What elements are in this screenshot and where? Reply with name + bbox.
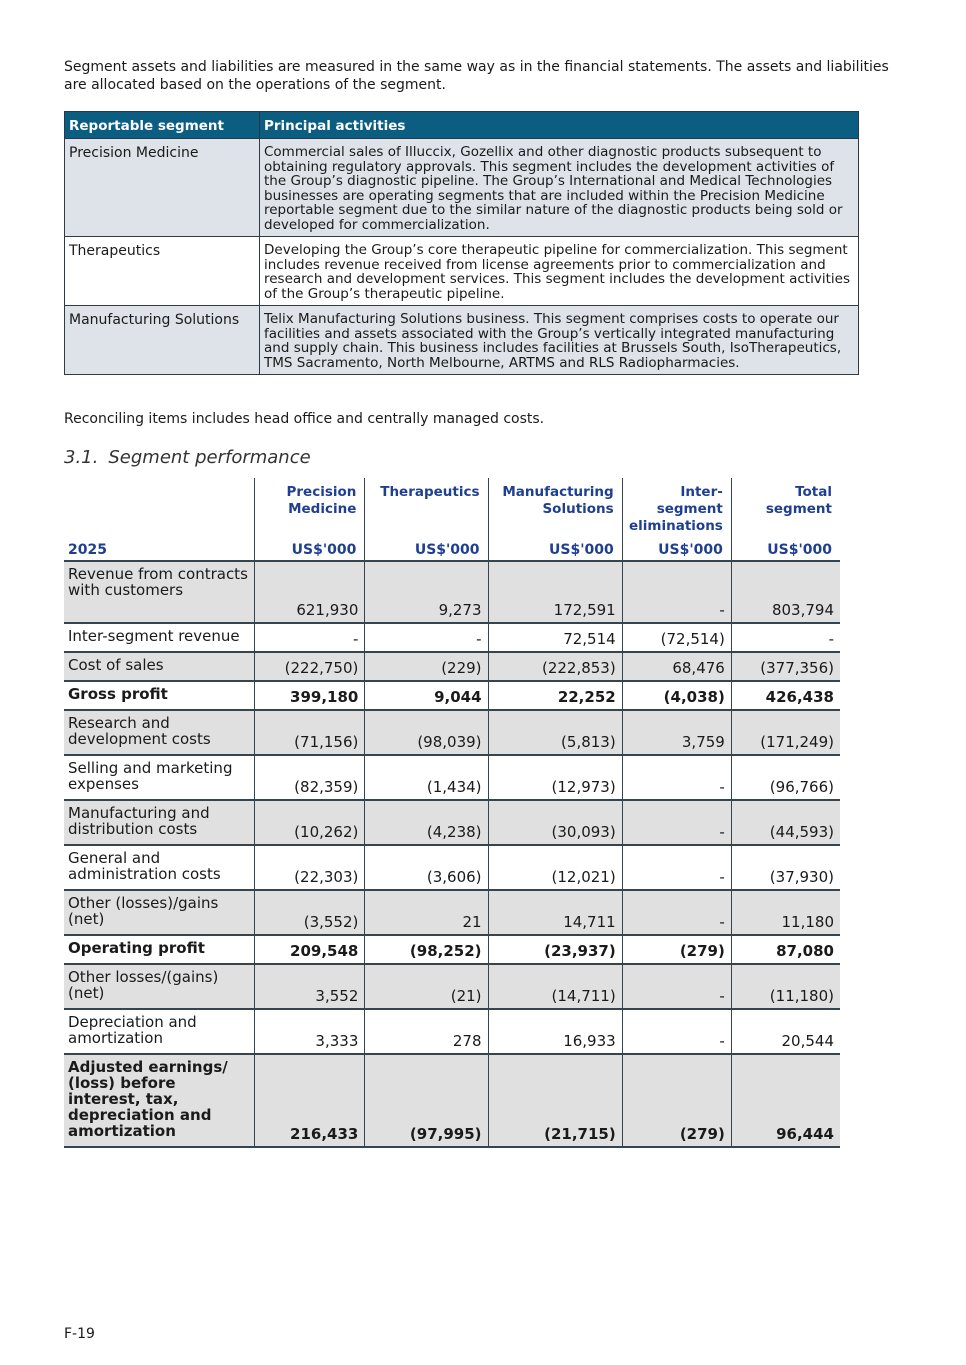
segment-name: Precision Medicine — [65, 139, 260, 237]
section-number: 3.1. — [64, 447, 99, 468]
cell-total-segment: 87,080 — [731, 935, 840, 964]
cell-inter-segment-eliminations: 68,476 — [622, 652, 731, 681]
segment-row — [65, 237, 859, 306]
cell-total-segment: (37,930) — [731, 845, 840, 890]
cell-inter-segment-eliminations: - — [622, 1009, 731, 1054]
performance-row — [64, 890, 840, 935]
header-blank — [64, 478, 255, 538]
cell-manufacturing-solutions: 14,711 — [488, 890, 622, 935]
segment-name: Therapeutics — [65, 237, 260, 306]
segments-header-row — [65, 112, 859, 139]
cell-inter-segment-eliminations: 3,759 — [622, 710, 731, 755]
segment-activities: Developing the Group’s core therapeutic pipeline for commercialization. This segment includes revenue received from license agreements prior to commercialization and research and development services. This segment includes the development activities of the Group’s therapeutic pipeline. — [260, 237, 859, 306]
cell-precision-medicine: 3,552 — [255, 964, 365, 1009]
row-label: General and administration costs — [64, 845, 255, 890]
page-number: F-19 — [64, 1326, 95, 1342]
cell-inter-segment-eliminations: (279) — [622, 935, 731, 964]
cell-inter-segment-eliminations: (72,514) — [622, 623, 731, 652]
cell-precision-medicine: 621,930 — [255, 561, 365, 623]
cell-therapeutics: 9,273 — [365, 561, 488, 623]
cell-inter-segment-eliminations: - — [622, 890, 731, 935]
performance-row — [64, 652, 840, 681]
cell-total-segment: 426,438 — [731, 681, 840, 710]
unit-label: US$'000 — [622, 538, 731, 561]
cell-manufacturing-solutions: (222,853) — [488, 652, 622, 681]
intro-paragraph: Segment assets and liabilities are measured in the same way as in the financial statements. The assets and liabilities are allocated based on the operations of the segment. — [64, 59, 889, 93]
row-label: Gross profit — [64, 681, 255, 710]
segments-header-segment: Reportable segment — [65, 112, 260, 139]
row-label: Research and development costs — [64, 710, 255, 755]
segment-row — [65, 306, 859, 375]
performance-row — [64, 623, 840, 652]
unit-label: US$'000 — [488, 538, 622, 561]
cell-therapeutics: (4,238) — [365, 800, 488, 845]
cell-therapeutics: (98,252) — [365, 935, 488, 964]
performance-row — [64, 755, 840, 800]
cell-precision-medicine: 216,433 — [255, 1054, 365, 1147]
segment-name: Manufacturing Solutions — [65, 306, 260, 375]
cell-precision-medicine: (3,552) — [255, 890, 365, 935]
cell-total-segment: 20,544 — [731, 1009, 840, 1054]
segments-header-activities: Principal activities — [260, 112, 859, 139]
cell-therapeutics: (3,606) — [365, 845, 488, 890]
cell-manufacturing-solutions: 72,514 — [488, 623, 622, 652]
cell-therapeutics: (97,995) — [365, 1054, 488, 1147]
row-label: Other (losses)/gains (net) — [64, 890, 255, 935]
cell-manufacturing-solutions: 22,252 — [488, 681, 622, 710]
cell-precision-medicine: (10,262) — [255, 800, 365, 845]
cell-therapeutics: (1,434) — [365, 755, 488, 800]
reportable-segments-table — [64, 111, 859, 375]
cell-precision-medicine: 209,548 — [255, 935, 365, 964]
cell-total-segment: - — [731, 623, 840, 652]
reconciling-items-note: Reconciling items includes head office and centrally managed costs. — [64, 411, 545, 427]
row-label: Revenue from contracts with customers — [64, 561, 255, 623]
cell-therapeutics: (98,039) — [365, 710, 488, 755]
col-manufacturing-solutions: Manufacturing Solutions — [488, 478, 622, 538]
row-label: Operating profit — [64, 935, 255, 964]
cell-total-segment: (96,766) — [731, 755, 840, 800]
cell-inter-segment-eliminations: - — [622, 964, 731, 1009]
row-label: Depreciation and amortization — [64, 1009, 255, 1054]
cell-manufacturing-solutions: (12,973) — [488, 755, 622, 800]
cell-therapeutics: 278 — [365, 1009, 488, 1054]
performance-header-row — [64, 478, 840, 538]
row-label: Cost of sales — [64, 652, 255, 681]
col-precision-medicine: Precision Medicine — [255, 478, 365, 538]
cell-manufacturing-solutions: (12,021) — [488, 845, 622, 890]
col-therapeutics: Therapeutics — [365, 478, 488, 538]
performance-row — [64, 681, 840, 710]
performance-row — [64, 935, 840, 964]
cell-inter-segment-eliminations: - — [622, 800, 731, 845]
cell-total-segment: (171,249) — [731, 710, 840, 755]
cell-inter-segment-eliminations: (4,038) — [622, 681, 731, 710]
cell-precision-medicine: (71,156) — [255, 710, 365, 755]
performance-row — [64, 845, 840, 890]
unit-label: US$'000 — [731, 538, 840, 561]
performance-row — [64, 561, 840, 623]
cell-manufacturing-solutions: (30,093) — [488, 800, 622, 845]
cell-manufacturing-solutions: (14,711) — [488, 964, 622, 1009]
performance-row — [64, 1009, 840, 1054]
segment-row — [65, 139, 859, 237]
cell-manufacturing-solutions: 16,933 — [488, 1009, 622, 1054]
performance-row — [64, 1054, 840, 1147]
cell-precision-medicine: (222,750) — [255, 652, 365, 681]
cell-inter-segment-eliminations: - — [622, 561, 731, 623]
col-inter-segment-eliminations: Inter-segment eliminations — [622, 478, 731, 538]
cell-total-segment: 96,444 — [731, 1054, 840, 1147]
cell-therapeutics: 9,044 — [365, 681, 488, 710]
cell-total-segment: 11,180 — [731, 890, 840, 935]
cell-total-segment: (11,180) — [731, 964, 840, 1009]
performance-unit-row — [64, 538, 840, 561]
cell-manufacturing-solutions: 172,591 — [488, 561, 622, 623]
col-total-segment: Total segment — [731, 478, 840, 538]
segment-activities: Commercial sales of Illuccix, Gozellix and other diagnostic products subsequent to obtaining regulatory approvals. This segment includes the development activities of the Group’s diagnostic pipeline. The Group’s International and Medical Technologies businesses are operating segments that are included within the Precision Medicine reportable segment due to the similar nature of the diagnostic products being sold or developed for commercialization. — [260, 139, 859, 237]
row-label: Other losses/(gains) (net) — [64, 964, 255, 1009]
performance-row — [64, 964, 840, 1009]
cell-total-segment: 803,794 — [731, 561, 840, 623]
performance-row — [64, 800, 840, 845]
cell-therapeutics: 21 — [365, 890, 488, 935]
performance-row — [64, 710, 840, 755]
cell-total-segment: (44,593) — [731, 800, 840, 845]
section-heading — [64, 447, 311, 468]
row-label: Selling and marketing expenses — [64, 755, 255, 800]
segment-activities: Telix Manufacturing Solutions business. This segment comprises costs to operate our facilities and assets associated with the Group’s vertically integrated manufacturing and supply chain. This business includes facilities at Brussels South, IsoTherapeutics, TMS Sacramento, North Melbourne, ARTMS and RLS Radiopharmacies. — [260, 306, 859, 375]
cell-precision-medicine: (22,303) — [255, 845, 365, 890]
cell-precision-medicine: 3,333 — [255, 1009, 365, 1054]
row-label: Manufacturing and distribution costs — [64, 800, 255, 845]
cell-precision-medicine: 399,180 — [255, 681, 365, 710]
row-label: Inter-segment revenue — [64, 623, 255, 652]
cell-inter-segment-eliminations: (279) — [622, 1054, 731, 1147]
cell-therapeutics: - — [365, 623, 488, 652]
unit-label: US$'000 — [365, 538, 488, 561]
cell-inter-segment-eliminations: - — [622, 845, 731, 890]
unit-label: US$'000 — [255, 538, 365, 561]
cell-manufacturing-solutions: (23,937) — [488, 935, 622, 964]
cell-precision-medicine: - — [255, 623, 365, 652]
cell-total-segment: (377,356) — [731, 652, 840, 681]
cell-manufacturing-solutions: (21,715) — [488, 1054, 622, 1147]
cell-inter-segment-eliminations: - — [622, 755, 731, 800]
section-title: Segment performance — [108, 447, 311, 468]
cell-therapeutics: (229) — [365, 652, 488, 681]
segment-performance-table — [64, 478, 840, 1148]
cell-precision-medicine: (82,359) — [255, 755, 365, 800]
year-label: 2025 — [68, 542, 107, 558]
row-label: Adjusted earnings/ (loss) before interest, tax, depreciation and amortization — [64, 1054, 255, 1147]
cell-therapeutics: (21) — [365, 964, 488, 1009]
cell-manufacturing-solutions: (5,813) — [488, 710, 622, 755]
